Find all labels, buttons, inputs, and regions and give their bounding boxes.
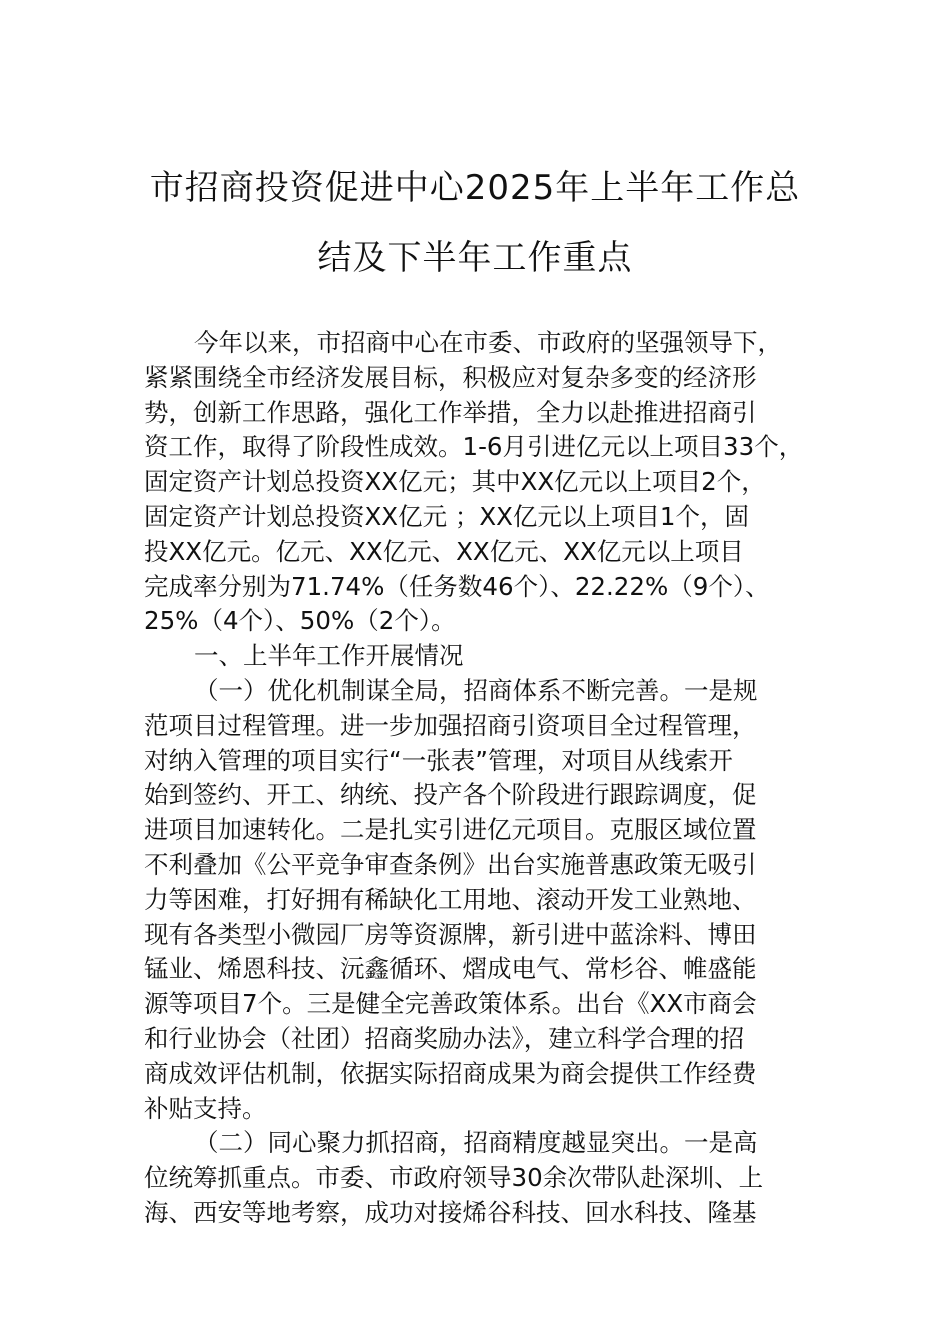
paragraph-line: 范项目过程管理。进一步加强招商引资项目全过程管理， (144, 710, 757, 740)
paragraph-line: （一）优化机制谋全局，招商体系不断完善。一是规 (194, 675, 758, 705)
paragraph-line: 位统筹抓重点。市委、市政府领导30余次带队赴深圳、上 (144, 1163, 764, 1193)
paragraph-line: 固定资产计划总投资XX亿元；其中XX亿元以上项目2个， (144, 467, 766, 497)
paragraph-line: 始到签约、开工、纳统、投产各个阶段进行跟踪调度，促 (144, 780, 757, 810)
document-title-line-1: 市招商投资促进中心2025年上半年工作总 (149, 168, 801, 208)
paragraph-line: 投XX亿元。亿元、XX亿元、XX亿元、XX亿元以上项目 (144, 536, 744, 566)
paragraph-line: 不利叠加《公平竞争审查条例》出台实施普惠政策无吸引 (144, 849, 757, 879)
document-title-line-2: 结及下半年工作重点 (317, 238, 633, 278)
paragraph-line: 力等困难，打好拥有稀缺化工用地、滚动开发工业熟地、 (144, 884, 757, 914)
section-heading: 一、上半年工作开展情况 (194, 641, 464, 671)
paragraph-line: 现有各类型小微园厂房等资源牌，新引进中蓝涂料、博田 (144, 919, 757, 949)
paragraph-line: 势，创新工作思路，强化工作举措，全力以赴推进招商引 (144, 397, 757, 427)
paragraph-line: 和行业协会（社团）招商奖励办法》，建立科学合理的招 (144, 1023, 745, 1053)
document-body (144, 326, 824, 1231)
paragraph-line: 锰业、烯恩科技、沅鑫循环、熠成电气、常杉谷、帷盛能 (144, 954, 757, 984)
paragraph-line: （二）同心聚力抓招商，招商精度越显突出。一是高 (194, 1128, 758, 1158)
paragraph-line: 补贴支持。 (144, 1093, 267, 1123)
paragraph-line: 资工作，取得了阶段性成效。1-6月引进亿元以上项目33个， (144, 432, 804, 462)
paragraph-line: 紧紧围绕全市经济发展目标，积极应对复杂多变的经济形 (144, 362, 757, 392)
paragraph-line: 固定资产计划总投资XX亿元 ；XX亿元以上项目1个，固 (144, 501, 750, 531)
paragraph-line: 海、西安等地考察，成功对接烯谷科技、回水科技、隆基 (144, 1197, 757, 1227)
paragraph-line: 源等项目7个。三是健全完善政策体系。出台《XX市商会 (144, 989, 757, 1019)
paragraph-line: 商成效评估机制，依据实际招商成果为商会提供工作经费 (144, 1058, 757, 1088)
paragraph-line: 对纳入管理的项目实行“一张表”管理，对项目从线索开 (144, 745, 733, 775)
paragraph-line: 完成率分别为71.74%（任务数46个）、22.22%（9个）、 (144, 571, 770, 601)
paragraph-line: 今年以来，市招商中心在市委、市政府的坚强领导下， (194, 328, 782, 357)
paragraph-line: 进项目加速转化。二是扎实引进亿元项目。克服区域位置 (144, 815, 757, 845)
paragraph-line: 25%（4个）、50%（2个）。 (144, 606, 456, 636)
